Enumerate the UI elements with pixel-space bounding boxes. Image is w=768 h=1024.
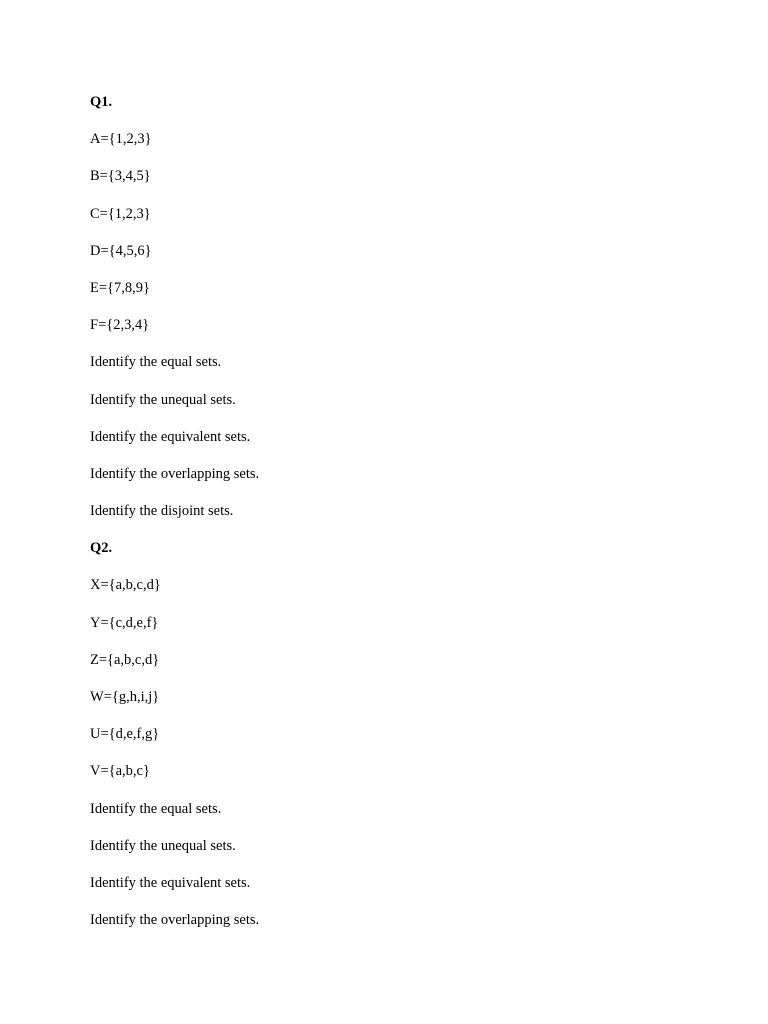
q1-set-b: B={3,4,5}: [90, 168, 151, 185]
q1-set-a: A={1,2,3}: [90, 131, 152, 148]
document-page: [90, 93, 690, 948]
q1-set-d: D={4,5,6}: [90, 242, 152, 259]
q1-set-e: E={7,8,9}: [90, 279, 150, 296]
q2-set-y: Y={c,d,e,f}: [90, 614, 159, 631]
q1-task-overlapping: Identify the overlapping sets.: [90, 465, 260, 482]
q2-set-w: W={g,h,i,j}: [90, 689, 160, 705]
q1-set-f: F={2,3,4}: [90, 317, 150, 334]
q1-set-c: C={1,2,3}: [90, 205, 151, 222]
q2-task-equivalent: Identify the equivalent sets.: [90, 874, 251, 891]
question-1-heading: Q1.: [90, 94, 113, 110]
q2-task-equal: Identify the equal sets.: [90, 800, 222, 817]
q1-task-disjoint: Identify the disjoint sets.: [90, 503, 234, 520]
q2-set-u: U={d,e,f,g}: [90, 726, 160, 743]
q1-task-unequal: Identify the unequal sets.: [90, 391, 236, 408]
q2-set-x: X={a,b,c,d}: [90, 577, 161, 594]
q2-set-v: V={a,b,c}: [90, 763, 150, 780]
q2-task-unequal: Identify the unequal sets.: [90, 837, 236, 854]
q2-task-overlapping: Identify the overlapping sets.: [90, 912, 260, 929]
q2-set-z: Z={a,b,c,d}: [90, 651, 160, 668]
question-2-heading: Q2.: [90, 540, 113, 557]
q1-task-equal: Identify the equal sets.: [90, 354, 222, 371]
q1-task-equivalent: Identify the equivalent sets.: [90, 428, 251, 445]
